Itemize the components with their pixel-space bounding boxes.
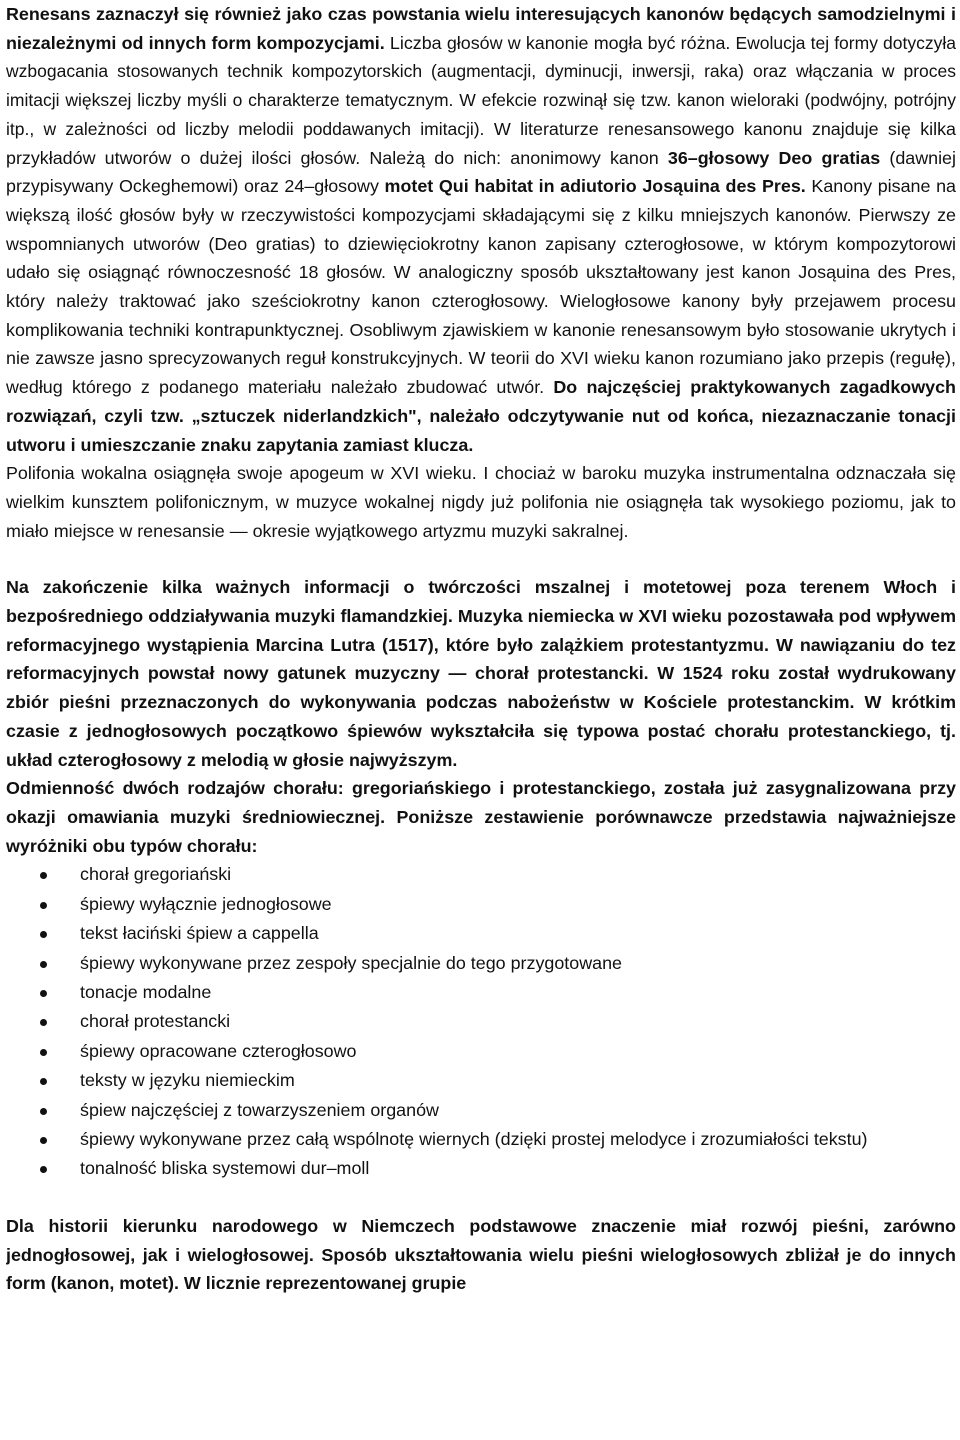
bullet-icon	[40, 1137, 47, 1144]
list-item	[6, 1154, 956, 1183]
list-item-text: tekst łaciński śpiew a cappella	[80, 923, 319, 944]
list-item-text: śpiewy wyłącznie jednogłosowe	[80, 893, 332, 914]
text-literature: W literaturze renesansowego kanonu znajduje się kilka przykładów utworów o dużej ilości głosów. Należą do nich: anonimowy kanon	[6, 118, 956, 168]
bullet-icon	[40, 902, 47, 909]
bullet-icon	[40, 990, 47, 997]
paragraph-lutheran: Na zakończenie kilka ważnych informacji o twórczości mszalnej i motetowej poza terenem Włoch i bezpośredniego oddziaływania muzyki flamandzkiej. Muzyka niemiecka w XVI wieku pozostawała pod wpływem reformacyjnego wystąpienia Marcina Lutra (1517), które było zalążkiem protestantyzmu. W nawiązaniu do tez reformacyjnych powstał nowy gatunek muzyczny — chorał protestancki. W 1524 roku został wydrukowany zbiór pieśni przeznaczonych do wykonywania podczas nabożeństw w Kościele protestanckim. W krótkim czasie z jednogłosowych początkowo śpiewów wykształciła się typowa postać chorału protestanckiego, tj. układ czterogłosowy z melodią w głosie najwyższym.	[6, 577, 956, 770]
bullet-icon	[40, 961, 47, 968]
text-voices: Liczba głosów w kanonie mogła być różna.	[384, 32, 731, 53]
list-item	[6, 978, 956, 1007]
list-item-text: śpiewy wykonywane przez całą wspólnotę wiernych (dzięki prostej melodyce i zrozumiałości tekstu)	[80, 1129, 868, 1150]
bold-qui-habitat: motet Qui habitat in adiutorio Josąuina des Pres.	[384, 176, 806, 197]
bullet-icon	[40, 1019, 47, 1026]
list-item	[6, 919, 956, 948]
list-item	[6, 1125, 956, 1154]
bullet-list	[6, 860, 956, 1183]
list-item	[6, 890, 956, 919]
paragraph-canon	[6, 0, 956, 459]
list-item-text: tonalność bliska systemowi dur–moll	[80, 1158, 370, 1179]
paragraph-song-history: Dla historii kierunku narodowego w Niemczech podstawowe znaczenie miał rozwój pieśni, zarówno jednogłosowej, jak i wielogłosowej. Sposób ukształtowania wielu pieśni wielogłosowych zbliżał je do innych form (kanon, motet). W licznie reprezentowanej grupie	[6, 1215, 956, 1294]
bullet-icon	[40, 1108, 47, 1115]
list-item	[6, 1007, 956, 1036]
list-item	[6, 1037, 956, 1066]
text-evolution: Ewolucja tej formy dotyczyła wzbogacania stosowanych technik kompozytorskich (augmentacji, dyminucji, inwersji, raka) oraz włączania w proces imitacji większej liczby myśli o charakterze tematycznym. W efekcie rozwinął się tzw. kanon wieloraki (podwójny, potrójny itp., w zależności od liczby melodii poddawanych imitacji).	[6, 32, 956, 139]
list-item-text: tonacje modalne	[80, 982, 212, 1003]
document-page	[6, 0, 956, 1440]
list-item-text: teksty w języku niemieckim	[80, 1070, 295, 1091]
bullet-icon	[40, 872, 47, 879]
list-item-text: śpiewy wykonywane przez zespoły specjalnie do tego przygotowane	[80, 952, 622, 973]
list-item	[6, 860, 956, 889]
list-item	[6, 1096, 956, 1125]
comparison-list	[6, 860, 956, 1183]
list-item	[6, 949, 956, 978]
paragraph-comparison: Odmienność dwóch rodzajów chorału: gregoriańskiego i protestanckiego, została już zasygnalizowana przy okazji omawiania muzyki średniowiecznej. Poniższe zestawienie porównawcze przedstawia najważniejsze wyróżniki obu typów chorału:	[6, 778, 956, 856]
bullet-icon	[40, 1078, 47, 1085]
list-item-text: śpiew najczęściej z towarzyszeniem organów	[80, 1099, 439, 1120]
bullet-icon	[40, 931, 47, 938]
bullet-icon	[40, 1166, 47, 1173]
paragraph-polyphony: Polifonia wokalna osiągnęła swoje apogeum w XVI wieku. I chociaż w baroku muzyka instrumentalna odznaczała się wielkim kunsztem polifonicznym, w muzyce wokalnej nigdy już polifonia nie osiągnęła tak wysokiego poziomu, jak to miało miejsce w renesansie — okresie wyjątkowego artyzmu muzyki sakralnej.	[6, 463, 956, 541]
bullet-icon	[40, 1049, 47, 1056]
bold-netherlands-tricks: Do najczęściej praktykowanych zagadkowych rozwiązań, czyli tzw. „sztuczek niderlandzkich", należało odczytywanie nut od końca, niezaznaczanie tonacji utworu i umieszczanie znaku zapytania zamiast klucza.	[6, 377, 956, 455]
bold-deo-gratias: 36–głosowy Deo gratias	[667, 147, 881, 168]
text-canons: Kanony pisane na większą ilość głosów były w rzeczywistości kompozycjami składającymi się z kilku mniejszych kanonów. Pierwszy ze wspomnianych utworów (Deo gratias) to dziewięciokrotny kanon zapisany czterogłosowe, w którym kompozytorowi udało się osiągnąć równoczesność 18 głosów. W analogiczny sposób ukształtowany jest kanon Josąuina des Pres, który należy traktować jako sześciokrotny kanon czterogłosowy. Wielogłosowe kanony były przejawem procesu komplikowania techniki kontrapunktycznej. Osobliwym zjawiskiem w kanonie renesansowym było stosowanie ukrytych i nie zawsze jasno sprecyzowanych reguł konstrukcyjnych. W teorii do XVI wieku kanon rozumiano jako przepis (regułę), według którego z podanego materiału należało zbudować utwór.	[6, 176, 956, 398]
list-item-text: śpiewy opracowane czterogłosowo	[80, 1040, 357, 1061]
list-item	[6, 1066, 956, 1095]
list-item-text: chorał protestancki	[80, 1011, 231, 1032]
bold-intro: Renesans zaznaczył się również jako czas powstania wielu interesujących kanonów będących samodzielnymi i niezależnymi od innych form kompozycjami.	[6, 4, 956, 53]
text-ockeghem: (dawniej przypisywany Ockeghemowi) oraz 24–głosowy	[6, 147, 956, 197]
list-item-text: chorał gregoriański	[80, 864, 232, 885]
